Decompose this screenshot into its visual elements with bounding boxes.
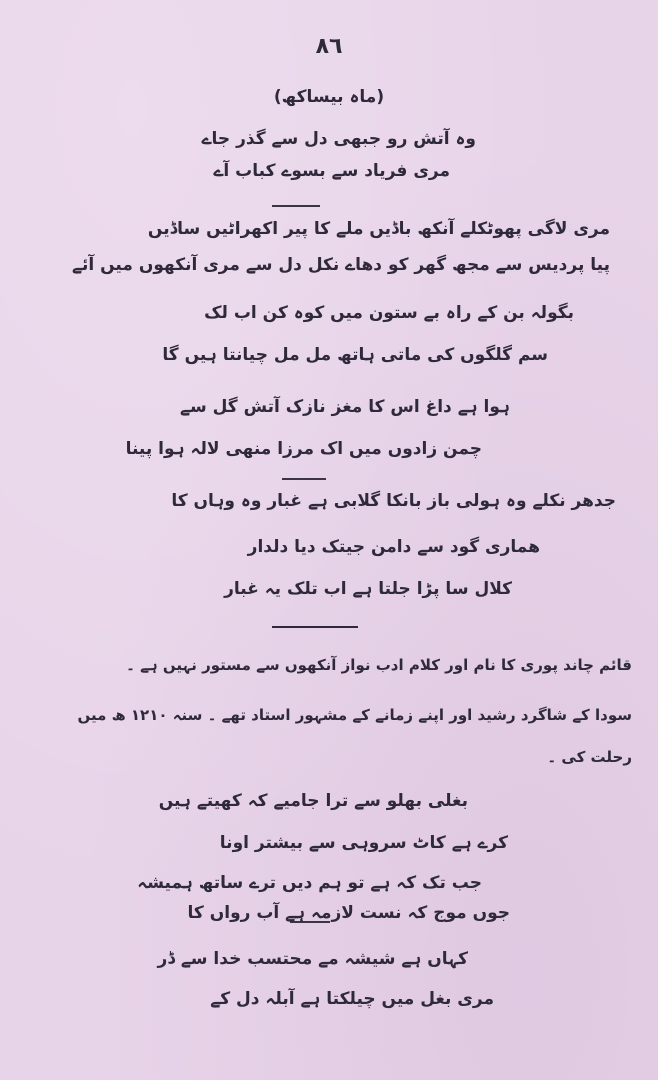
verse-line: سم گلگوں کی ماتی ہاتھ مل مل چیانتا ہیں گا (162, 345, 548, 365)
section-divider (272, 626, 358, 628)
prose-line: سودا کے شاگرد رشید اور اپنے زمانے کے مشہور استاد تھے ۔ سنہ ۱۲۱۰ ھ میں (77, 706, 632, 724)
verse-line: مری فریاد سے بسوے کباب آے (213, 161, 450, 181)
separator-rule (282, 478, 326, 480)
prose-line: قائم چاند پوری کا نام اور کلام ادب نواز آنکھوں سے مستور نہیں ہے ۔ (126, 656, 632, 674)
verse-line: وہ آتش رو جبھی دل سے گذر جاے (201, 129, 476, 149)
verse-line: مری بغل میں چیلکتا ہے آبلہ دل کے (210, 989, 494, 1009)
verse-line: بغلی بھلو سے ترا جامیے کہ کھیتے ہیں (158, 791, 468, 811)
verse-line: چمن زادوں میں اک مرزا منھی لالہ ہوا پینا (125, 439, 482, 459)
page-number: ٨٦ (315, 34, 343, 59)
verse-line: پیا پردیس سے مجھ گھر کو دھاے نکل دل سے مری آنکھوں میں آئے (72, 255, 610, 275)
separator-rule (272, 205, 320, 207)
verse-line: جب تک کہ ہے تو ہم دیں ترے ساتھ ہمیشہ (137, 873, 482, 893)
verse-line: کلال سا پڑا جلتا ہے اب تلک یہ غبار (224, 579, 512, 599)
verse-line: کرے ہے کاٹ سروہی سے بیشتر اونا (219, 833, 508, 853)
verse-line: جوں موج کہ نست لازمہ ہے آب رواں کا (187, 903, 510, 923)
verse-line: کہاں ہے شیشہ مے محتسب خدا سے ڈر (157, 949, 468, 969)
section-heading: (ماہ بیساکھ) (273, 87, 385, 107)
verse-line: بگولہ بن کے راہ بے ستون میں کوہ کن اب لک (204, 303, 574, 323)
prose-line: رحلت کی ۔ (547, 748, 632, 766)
verse-line: جدھر نکلے وہ ہولی باز بانکا گلابی ہے غبار وہ وہاں کا (171, 491, 616, 511)
verse-line: ھماری گود سے دامن جیتک دیا دلدار (247, 537, 540, 557)
verse-line: مری لاگی پھوٹکلے آنکھ باڈیں ملے کا پیر اکھراٹیں ساڈیں (147, 219, 610, 239)
verse-line: ہوا ہے داغ اس کا مغز نازک آتش گل سے (180, 397, 510, 417)
